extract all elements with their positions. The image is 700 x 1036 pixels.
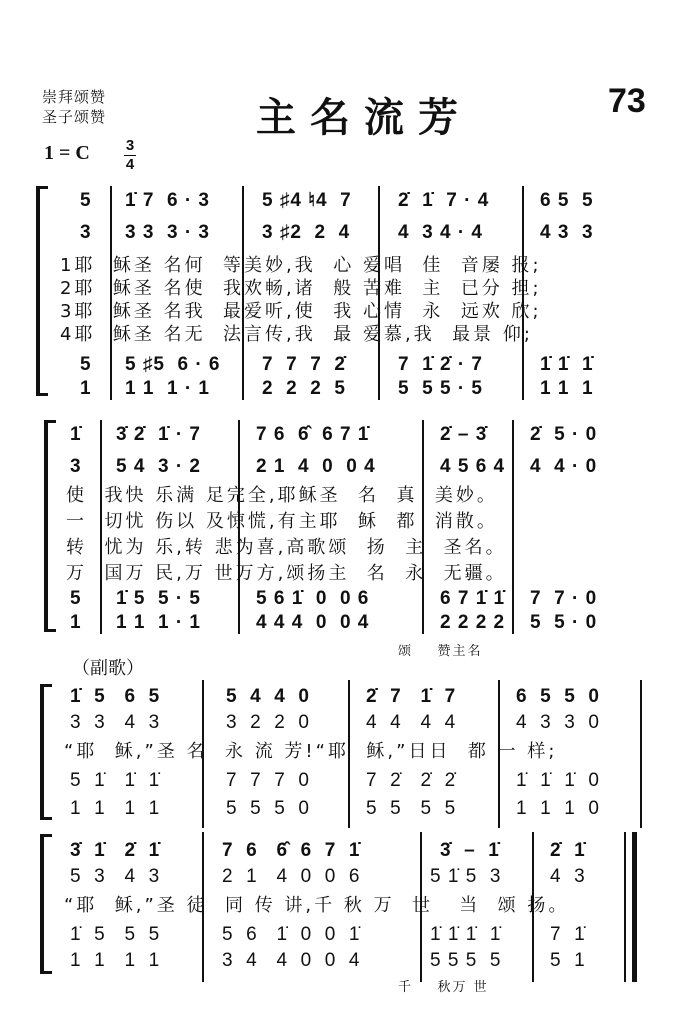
tenor-line <box>0 766 700 796</box>
note-group: 1̇ 1̇ 1̇ 0 <box>516 770 600 791</box>
lyric-text: 1耶 稣圣 名何 等美妙,我 心 爱唱 佳 音屡 报; <box>60 255 542 276</box>
note-group: 4 4 · 0 <box>530 456 598 477</box>
note-group: 2 2 2 5 <box>262 378 346 399</box>
lyric-verse-4 <box>0 562 700 586</box>
lyric-chorus <box>0 894 700 918</box>
note-group: 3 <box>70 456 82 477</box>
note-group: 5 1̇ 1̇ 1̇ <box>70 770 161 791</box>
note-group: 5 6 1̇ 0 0 1̇ <box>222 924 361 945</box>
note-group: 3̇ 1̇ 2̇ 1̇ <box>70 840 161 861</box>
bass-line <box>0 946 700 976</box>
lyric-text: 4耶 稣圣 名无 法言传,我 最 爱慕,我 最景 仰; <box>60 324 533 345</box>
note-group: 1 <box>70 612 82 633</box>
lyric-verse-1 <box>0 484 700 508</box>
lyric-text: 万 国万 民,万 世万方,颂扬主 名 永 无疆。 <box>66 563 507 584</box>
note-group: 5 <box>80 354 92 375</box>
soprano-line <box>0 186 700 216</box>
time-signature <box>124 138 136 173</box>
note-group: 7 6 6̂ 6 7 1̇ <box>256 424 370 445</box>
chorus-label: （副歌） <box>72 658 144 679</box>
note-group: 2̇ 1̇ 7 · 4 <box>398 190 490 211</box>
lyric-chorus <box>0 740 700 764</box>
note-group: 5 5 5 5 <box>430 950 502 971</box>
lyric-text: 一 切忧 伤以 及惊慌,有主耶 稣 都 消散。 <box>66 511 498 532</box>
note-group: 4 5 6 4 <box>440 456 506 477</box>
note-group: 5 ♯4 ♮4 7 <box>262 190 352 211</box>
key-signature: 1 = C <box>44 142 90 164</box>
note-group: 5 <box>70 588 82 609</box>
note-group: 3 2 2 0 <box>226 712 310 733</box>
note-group: 2 1 4 0 0 6 <box>222 866 361 887</box>
note-group: 4 4 4 4 <box>366 712 457 733</box>
bass-line <box>0 608 700 638</box>
note-group: 1̇ 7 6 · 3 <box>125 190 210 211</box>
note-group: 5 5 5 5 <box>366 798 457 819</box>
time-sig-bottom: 4 <box>125 156 135 173</box>
note-group: 3 4 4 0 0 4 <box>222 950 361 971</box>
lyric-verse-2 <box>0 277 700 301</box>
alto-line <box>0 452 700 482</box>
note-group: 3 3 3 · 3 <box>125 222 210 243</box>
note-group: 3̇ 2̇ 1̇ · 7 <box>116 424 201 445</box>
note-group: 1̇ 1̇ 1̇ 1̇ <box>430 924 502 945</box>
note-group: 1 1 1 0 <box>516 798 600 819</box>
note-group: 3̇ – 1̇ <box>440 840 500 861</box>
soprano-line <box>0 420 700 450</box>
alto-line <box>0 218 700 248</box>
note-group: 1 1 1 · 1 <box>125 378 210 399</box>
note-group: 6 5 5 <box>540 190 594 211</box>
note-group: 5 4 3 · 2 <box>116 456 201 477</box>
note-group: 6 7 1̇ 1̇ <box>440 588 506 609</box>
note-group: 2̇ 1̇ <box>550 840 586 861</box>
note-group: 1 1 1 · 1 <box>116 612 201 633</box>
note-group: 5 5 5 · 5 <box>398 378 483 399</box>
note-group: 2̇ 7 1̇ 7 <box>366 686 457 707</box>
note-group: 1̇ 1̇ 1̇ <box>540 354 594 375</box>
note-group: 7 7 7 0 <box>226 770 310 791</box>
note-group: 6 5 5 0 <box>516 686 600 707</box>
lyric-verse-2 <box>0 510 700 534</box>
note-group: 1 1 1 1 <box>70 798 161 819</box>
note-group: 3 3 4 3 <box>70 712 161 733</box>
note-group: 1̇ 5 6 5 <box>70 686 161 707</box>
lyric-text: 2耶 稣圣 名使 我欢畅,诸 般 苦难 主 已分 担; <box>60 278 542 299</box>
bass-echo-words: 颂 赞主名 <box>398 644 483 659</box>
note-group: 5 3 4 3 <box>70 866 161 887</box>
note-group: 4 3 3 <box>540 222 594 243</box>
note-group: 5 1̇ 5 3 <box>430 866 502 887</box>
lyric-text: “耶 稣,”圣 徒 同 传 讲,千 秋 万 世 当 颂 扬。 <box>64 895 570 916</box>
note-group: 5 ♯5 6 · 6 <box>125 354 221 375</box>
note-group: 1 1 1 <box>540 378 594 399</box>
hymn-number: 73 <box>608 82 646 120</box>
lyric-text: 使 我快 乐满 足完全,耶稣圣 名 真 美妙。 <box>66 485 498 506</box>
note-group: 4 3 <box>550 866 586 887</box>
note-group: 3 ♯2 2 4 <box>262 222 351 243</box>
bass-line <box>0 374 700 404</box>
note-group: 1̇ 5 5 5 <box>70 924 161 945</box>
note-group: 7 1̇ <box>550 924 586 945</box>
note-group: 7 7 7 2̇ <box>262 354 346 375</box>
lyric-text: 3耶 稣圣 名我 最爱听,使 我 心情 永 远欢 欣; <box>60 301 542 322</box>
note-group: 5 6 1̇ 0 0 6 <box>256 588 370 609</box>
note-group: 2 1 4 0 0 4 <box>256 456 376 477</box>
note-group: 5 <box>80 190 92 211</box>
category-2: 圣子颂赞 <box>42 108 107 126</box>
note-group: 1 <box>80 378 92 399</box>
alto-line <box>0 862 700 892</box>
note-group: 2̇ – 3̇ <box>440 424 488 445</box>
note-group: 5 5 · 0 <box>530 612 598 633</box>
lyric-text: 转 忧为 乐,转 悲为喜,高歌颂 扬 主 圣名。 <box>66 537 507 558</box>
note-group: 1̇ <box>70 424 82 445</box>
note-group: 4 3 3 0 <box>516 712 600 733</box>
note-group: 1 1 1 1 <box>70 950 161 971</box>
lyric-text: “耶 稣,”圣 名 永 流 芳!“耶 稣,”日日 都 一 样; <box>64 741 558 762</box>
note-group: 2 2 2 2 <box>440 612 506 633</box>
note-group: 7 2̇ 2̇ 2̇ <box>366 770 457 791</box>
bass-line <box>0 794 700 824</box>
note-group: 5 5 5 0 <box>226 798 310 819</box>
lyric-verse-3 <box>0 300 700 324</box>
category-1: 崇拜颂赞 <box>42 88 107 106</box>
time-sig-top: 3 <box>125 137 135 154</box>
note-group: 7 6 6̂ 6 7 1̇ <box>222 840 361 861</box>
lyric-verse-1 <box>0 254 700 278</box>
note-group: 7 1̇ 2̇ · 7 <box>398 354 483 375</box>
lyric-verse-3 <box>0 536 700 560</box>
note-group: 1̇ 5 5 · 5 <box>116 588 201 609</box>
note-group: 5 4 4 0 <box>226 686 310 707</box>
note-group: 2̇ 5 · 0 <box>530 424 598 445</box>
alto-line <box>0 708 700 738</box>
note-group: 4 4 4 0 0 4 <box>256 612 370 633</box>
note-group: 5 1 <box>550 950 586 971</box>
note-group: 7 7 · 0 <box>530 588 598 609</box>
hymn-title: 主名流芳 <box>256 94 472 141</box>
lyric-verse-4 <box>0 323 700 347</box>
bass-echo-words: 千 秋万 世 <box>398 980 489 995</box>
note-group: 4 3 4 · 4 <box>398 222 483 243</box>
note-group: 3 <box>80 222 92 243</box>
